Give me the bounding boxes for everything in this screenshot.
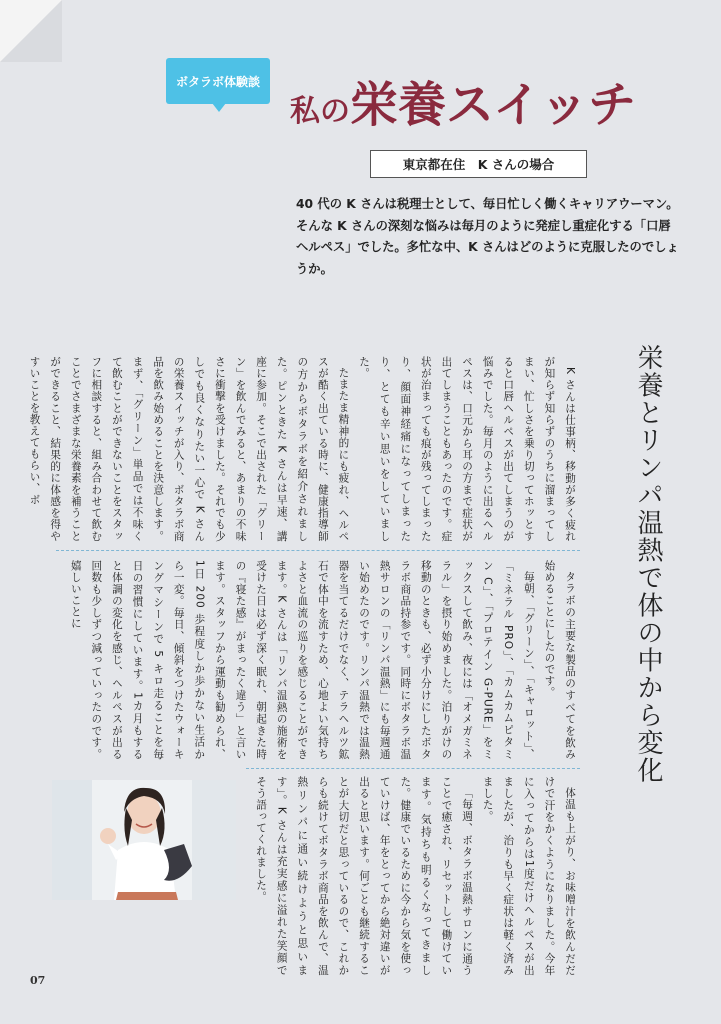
body-paragraph: タラボの主要な製品のすべてを飲み始めることにしたのです。 — [543, 560, 576, 760]
body-paragraph: 毎朝、「グリーン」、「キャロット」、「ミネラル PRO」、「カムカムピタミン C」、「プロテイン G-PURE」をミックスして飲み、夜には「オメガミネラル」を摂り始めました。泊りがけの移動のときも、必ず小分けにしたボタラボ商品持参です。同時にボタラボ温熱サロンの「リンパ温熱」にも毎週通い始めたのです。リンパ温熱では温熱器を当てるだけでなく、テラヘルツ鉱石で体中を流すため、心地よい気持ちよさと血流の巡りを感じることができます。K さんは「リンパ温熱の施術を受けた日は必ず深く眠れ、朝起きた時の『寝た感』がまったく違う」と言います。スタッフから運動も勧められ、1日 200 歩程度しか歩かない生活から一変。毎日、傾斜をつけたウォーキングマシーンで 5 キロ走ることを毎日の習慣にしています。1カ月もすると体調の変化を感じ、ヘルペスが出る回数も少しずつ減っていったのです。嬉しいことに — [69, 560, 535, 760]
body-column-1 — [28, 356, 580, 542]
body-column-3 — [246, 776, 580, 976]
page-number: 07 — [30, 974, 46, 987]
subtitle-box: 東京都在住 K さんの場合 — [370, 150, 587, 178]
column-divider — [246, 768, 580, 769]
body-column-2 — [56, 560, 580, 760]
category-badge: ボタラボ体験談 — [166, 58, 270, 104]
woman-illustration — [52, 780, 236, 900]
body-paragraph: K さんは仕事柄、移動が多く疲れが知らず知らずのうちに溜まってしまい、忙しさを乗り切ってホッとすると口唇ヘルペスが出てしまうのが悩みでした。毎月のように出るヘルペスは、口元から耳の方まで症状が出てしまうこともあったのです。症状が治まっても痕が残ってしまったり、顔面神経痛になってしまったり、とても辛い思いをしていました。 — [358, 356, 576, 542]
body-paragraph: たまたま精神的にも疲れ、ヘルペスが酷く出ている時に、健康指導師の方からボタラボを紹介されました。ピンときた K さんは早速、講座に参加。そこで出された「グリーン」を飲んでみると、あまりの不味さに衝撃を受けました。それでも少しでも良くなりたい一心で K さんの栄養スイッチが入り、ボタラボ商品を飲み始めることを決意します。まず、「グリーン」単品では不味くて飲むことができないことをスタッフに相談すると、組み合わせて飲むことでさまざまな栄養素を補うことができること、結果的に体感を得やすいことを教えてもらい、ボ — [28, 356, 350, 542]
title-part2: 栄養スイッチ — [350, 77, 637, 133]
body-paragraph: 「毎週、ボタラボ温熱サロンに通うことで癒され、リセットして働けています。気持ちも明るくなってきました。健康でいるために今から気を使っていけば、年をとってから絶対違いが出ると思います。何ごとも継続することが大切だと思っているので、これからも続けてボタラボ商品を飲んで、温熱リンパに通い続けようと思います」。K さんは充実感に溢れた笑顔でそう語ってくれました。 — [255, 776, 474, 976]
intro-paragraph: 40 代の K さんは税理士として、毎日忙しく働くキャリアウーマン。そんな K さんの深刻な悩みは毎月のように発症し重症化する「口唇ヘルペス」でした。多忙な中、K さんはどのように克服したのでしょうか。 — [296, 197, 679, 276]
article-title — [290, 66, 690, 146]
body-paragraph: 体温も上がり、お味噌汁を飲んだだけで汗をかくようになりました。今年に入ってからは1度だけヘルペスが出ましたが、治りも早く症状は軽く済みました。 — [481, 776, 576, 976]
column-divider — [56, 550, 580, 551]
page-corner-shadow — [0, 0, 62, 62]
woman-photo — [52, 780, 236, 900]
vertical-headline: 栄養とリンパ温熱で体の中から変化 — [633, 344, 663, 784]
title-part1: 私の — [290, 94, 350, 129]
